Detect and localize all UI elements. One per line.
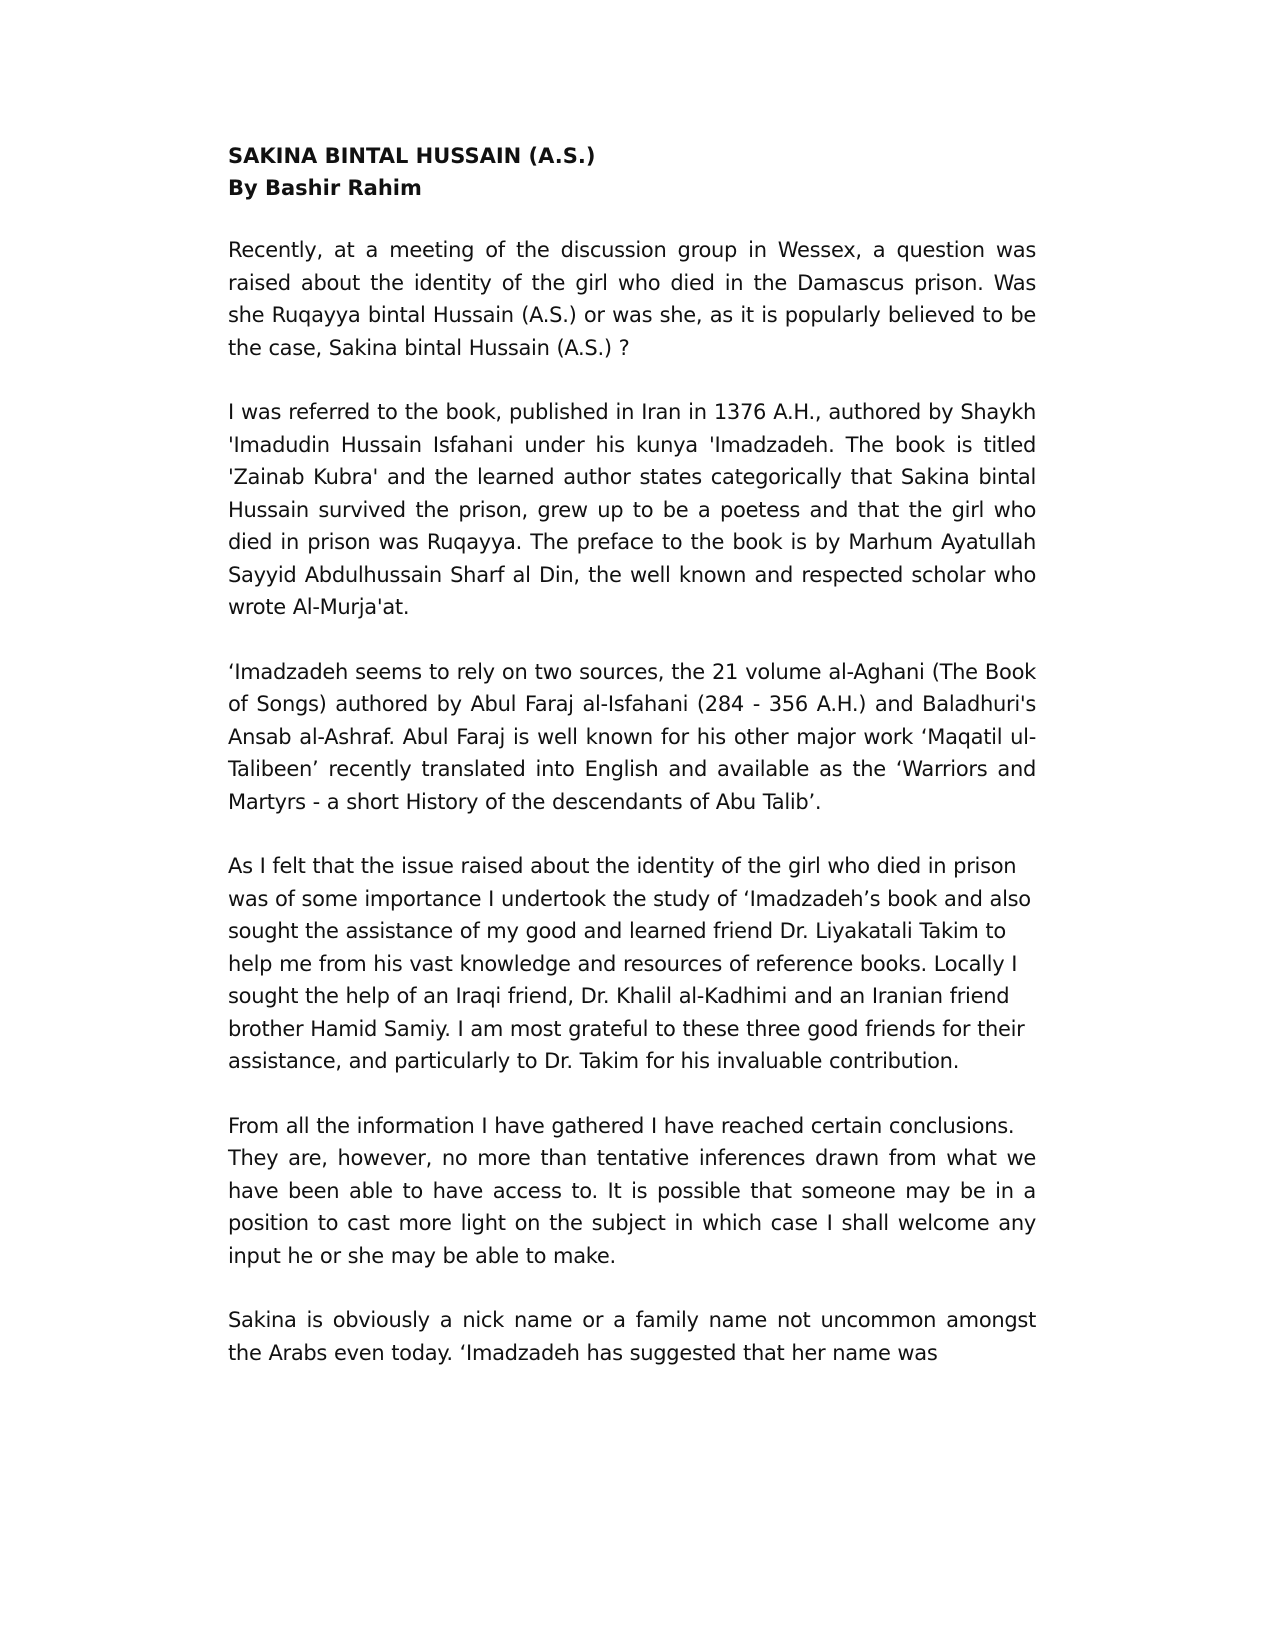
document-header (228, 140, 1036, 204)
paragraph-intro: Recently, at a meeting of the discussion group in Wessex, a question was raised about the identity of the girl who died in the Damascus prison. Was she Ruqayya bintal Hussain (A.S.) or was she, as it is popularly believed to be the case, Sakina bintal Hussain (A.S.) ? (228, 238, 1036, 360)
document-title: SAKINA BINTAL HUSSAIN (A.S.) (228, 144, 596, 168)
paragraph-conclusions: From all the information I have gathered I have reached certain conclusions. (228, 1113, 1015, 1138)
document-page (228, 140, 1036, 1401)
paragraph-book-reference: I was referred to the book, published in Iran in 1376 A.H., authored by Shaykh 'Imadudin Hussain Isfahani under his kunya 'Imadzadeh. The book is titled 'Zainab Kubra' and the learned author states categorically that Sakina bintal Hussain survived the prison, grew up to be a poetess and that the girl who died in prison was Ruqayya. The preface to the book is by Marhum Ayatullah Sayyid Abdulhussain Sharf al Din, the well known and respected scholar who wrote Al-Murja'at. (228, 400, 1036, 619)
paragraph-research: As I felt that the issue raised about the identity of the girl who died in prison was of some importance I undertook the study of ‘Imadzadeh’s book and also sought the assistance of my good and learned friend Dr. Liyakatali Takim to help me from his vast knowledge and resources of reference books. Locally I sought the help of an Iraqi friend, Dr. Khalil al-Kadhimi and an Iranian friend brother Hamid Samiy. I am most grateful to these three good friends for their assistance, and particularly to Dr. Takim for his invaluable contribution. (228, 854, 1031, 1073)
document-byline: By Bashir Rahim (228, 176, 422, 200)
paragraph-inferences: They are, however, no more than tentative inferences drawn from what we have been able to have access to. It is possible that someone may be in a position to cast more light on the subject in which case I shall welcome any input he or she may be able to make. (228, 1146, 1036, 1268)
paragraph-sakina-name: Sakina is obviously a nick name or a family name not uncommon amongst the Arabs even today. ‘Imadzadeh has suggested that her name was (228, 1308, 1036, 1365)
paragraph-sources: ‘Imadzadeh seems to rely on two sources, the 21 volume al-Aghani (The Book of Songs) authored by Abul Faraj al-Isfahani (284 - 356 A.H.) and Baladhuri's Ansab al-Ashraf. Abul Faraj is well known for his other major work ‘Maqatil ul-Talibeen’ recently translated into English and available as the ‘Warriors and Martyrs - a short History of the descendants of Abu Talib’. (228, 659, 1036, 814)
